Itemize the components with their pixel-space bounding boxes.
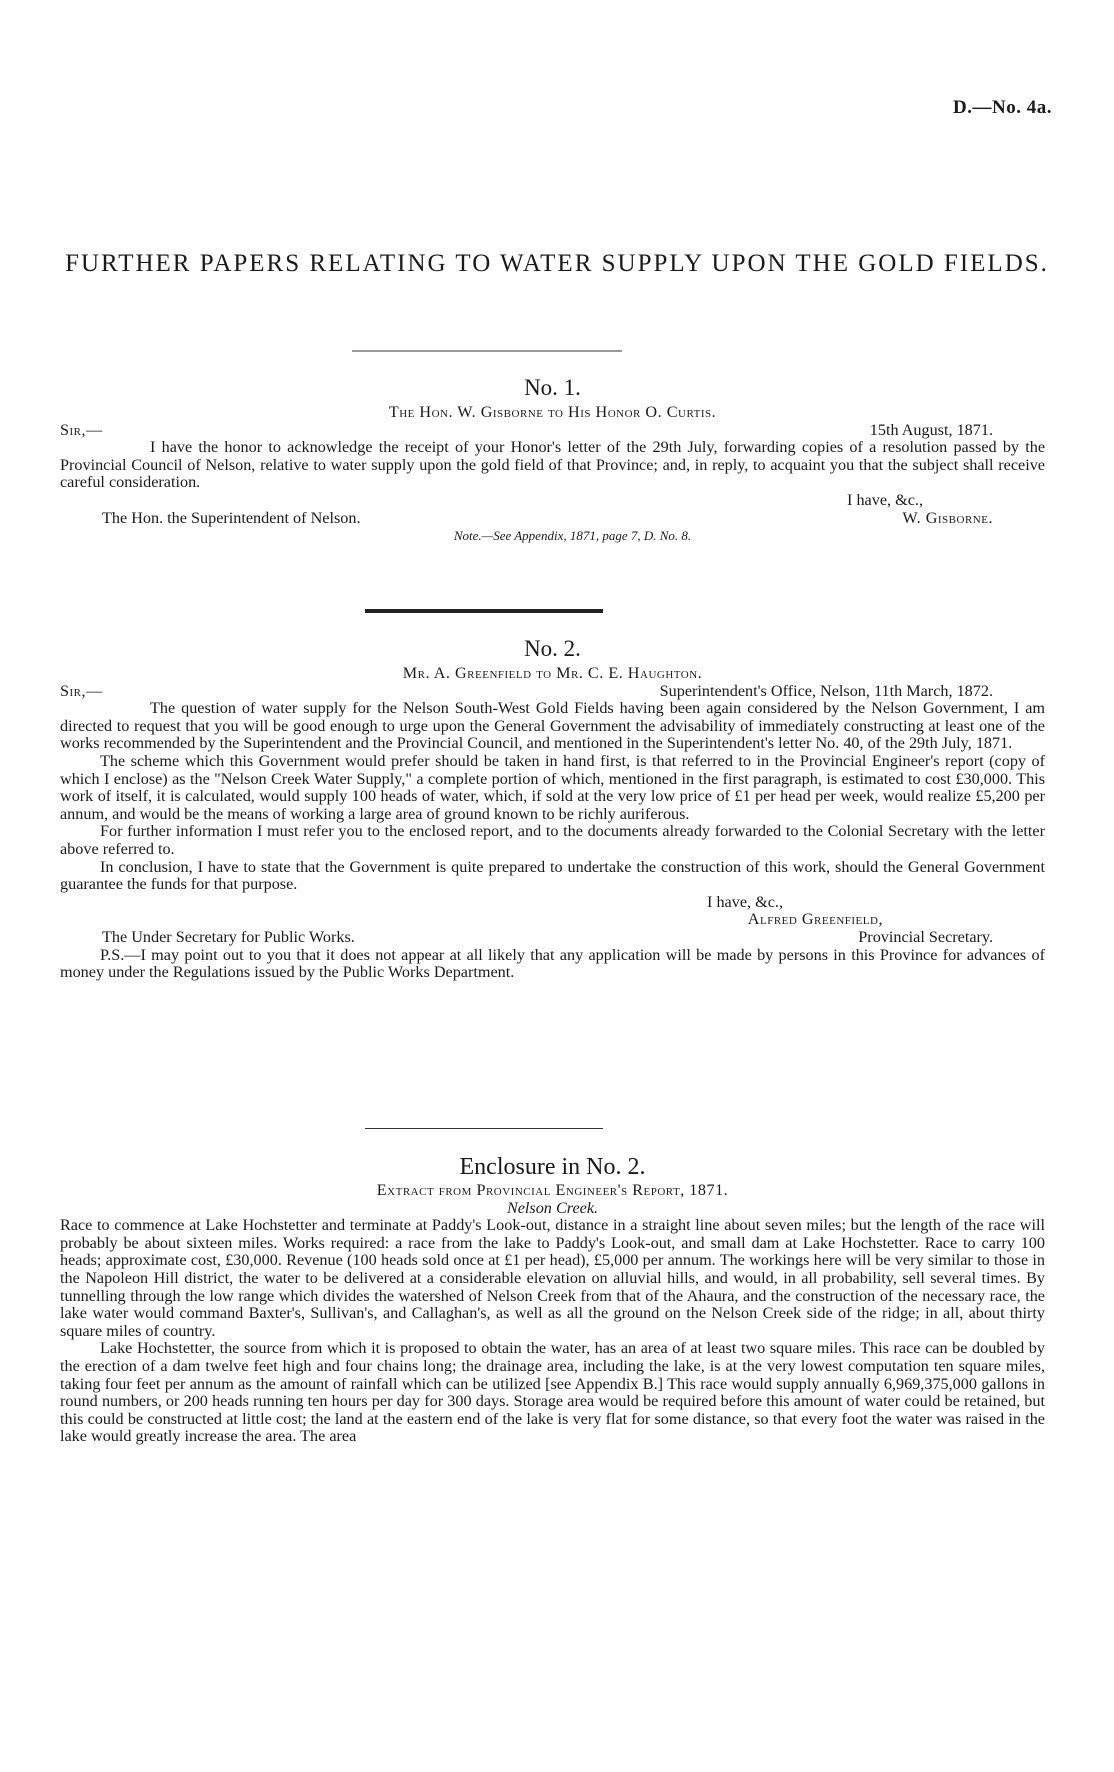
letter-2	[60, 636, 1045, 982]
letter-2-date: Superintendent's Office, Nelson, 11th March, 1872.	[659, 681, 993, 700]
enclosure-paragraph: Lake Hochstetter, the source from which it is proposed to obtain the water, has an area of at least two square miles. This race can be doubled by the erection of a dam twelve feet high and four chains long; the drainage area, including the lake, is at the very lowest computation ten square miles, taking four feet per annum as the amount of rainfall which can be utilized [see Appendix B.] This race would supply annually 6,969,375,000 gallons in round numbers, or 200 heads running ten hours per day for 300 days. Storage area would be required before this amount of water could be retained, but this could be constructed at little cost; the land at the eastern end of the lake is very flat for some distance, so that every foot the water was raised in the lake would greatly increase the area. The area	[60, 1339, 1045, 1446]
letter-2-paragraph: In conclusion, I have to state that the Government is quite prepared to undertake the construction of this work, should the General Government guarantee the funds for that purpose.	[60, 857, 1045, 894]
letter-1	[60, 375, 1045, 545]
enclosure-heading: Enclosure in No. 2.	[459, 1154, 646, 1180]
title-divider	[352, 350, 622, 352]
letter-1-date: 15th August, 1871.	[869, 420, 993, 439]
letter-2-header-row	[60, 683, 1045, 701]
letter-1-closing: I have, &c.,	[847, 490, 923, 509]
letter-2-signature: Alfred Greenfield,	[747, 910, 883, 929]
letter-2-paragraph: For further information I must refer you to the enclosed report, and to the documents already forwarded to the Colonial Secretary with the letter above referred to.	[60, 822, 1045, 858]
enclosure	[60, 1152, 1045, 1446]
letter-2-addressee: The Under Secretary for Public Works.	[102, 927, 355, 946]
letter-2-signoff-row	[60, 929, 1045, 947]
letter-1-signoff-row	[60, 510, 1045, 528]
letter-1-salutation: Sir,—	[60, 420, 103, 439]
letter-2-divider	[365, 1128, 603, 1129]
enclosure-section-title: Nelson Creek.	[506, 1198, 599, 1217]
letter-1-header-row	[60, 422, 1045, 440]
letter-2-closing: I have, &c.,	[707, 892, 783, 911]
letter-1-signature: W. Gisborne.	[902, 508, 993, 527]
enclosure-paragraph: Race to commence at Lake Hochstetter and terminate at Paddy's Look-out, distance in a straight line about seven miles; but the length of the race will probably be about sixteen miles. Works required: a race from the lake to Paddy's Look-out, and small dam at Lake Hochstetter. Race to carry 100 heads; approximate cost, £30,000. Revenue (100 heads sold once at £1 per head), £5,000 per annum. The workings here will be very similar to those in the Napoleon Hill district, the water to be delivered at a considerable elevation on alluvial hills, and would, in all probability, sell several times. By tunnelling through the low range which divides the watershed of Nelson Creek from that of the Ahaura, and the construction of the necessary race, the lake water would command Baxter's, Sullivan's, and Callaghan's, as well as all the ground on the Nelson Creek side of the ridge; in all, about thirty square miles of country.	[60, 1216, 1045, 1340]
letter-1-divider	[365, 609, 603, 613]
letter-2-paragraph: The scheme which this Government would prefer should be taken in hand first, is that referred to in the Provincial Engineer's report (copy of which I enclose) as the "Nelson Creek Water Supply," a complete portion of which, mentioned in the first paragraph, is estimated to cost £30,000. This work of itself, it is calculated, would supply 100 heads of water, which, if sold at the very low price of £1 per head per week, would realize £5,200 per annum, and would be the means of working a large area of ground known to be richly auriferous.	[60, 751, 1045, 823]
letter-2-salutation: Sir,—	[60, 681, 103, 700]
letter-2-from-to: Mr. A. Greenfield to Mr. C. E. Haughton.	[402, 664, 703, 682]
letter-2-number: No. 2.	[524, 636, 581, 661]
letter-1-number: No. 1.	[524, 375, 581, 400]
letter-1-note: Note.—See Appendix, 1871, page 7, D. No. 8.	[453, 528, 692, 544]
document-reference: D.—No. 4a.	[953, 97, 1052, 118]
enclosure-subheading: Extract from Provincial Engineer's Report, 1871.	[376, 1181, 729, 1199]
page-title: FURTHER PAPERS RELATING TO WATER SUPPLY UPON THE GOLD FIELDS.	[65, 250, 1049, 277]
letter-2-signature-title: Provincial Secretary.	[858, 927, 993, 946]
letter-1-from-to: The Hon. W. Gisborne to His Honor O. Curtis.	[388, 403, 717, 421]
letter-2-postscript: P.S.—I may point out to you that it does not appear at all likely that any application will be made by persons in this Province for advances of money under the Regulations issued by the Public Works Department.	[60, 945, 1045, 982]
letter-2-paragraph: The question of water supply for the Nelson South-West Gold Fields having been again considered by the Nelson Government, I am directed to request that you will be good enough to urge upon the General Government the advisability of immediately constructing at least one of the works recommended by the Superintendent and the Provincial Council, and mentioned in the Superintendent's letter No. 40, of the 29th July, 1871.	[60, 699, 1045, 753]
letter-1-addressee: The Hon. the Superintendent of Nelson.	[102, 508, 361, 527]
letter-1-body: I have the honor to acknowledge the receipt of your Honor's letter of the 29th July, forwarding copies of a resolution passed by the Provincial Council of Nelson, relative to water supply upon the gold field of that Province; and, in reply, to acquaint you that the subject shall receive careful consideration.	[60, 438, 1045, 492]
